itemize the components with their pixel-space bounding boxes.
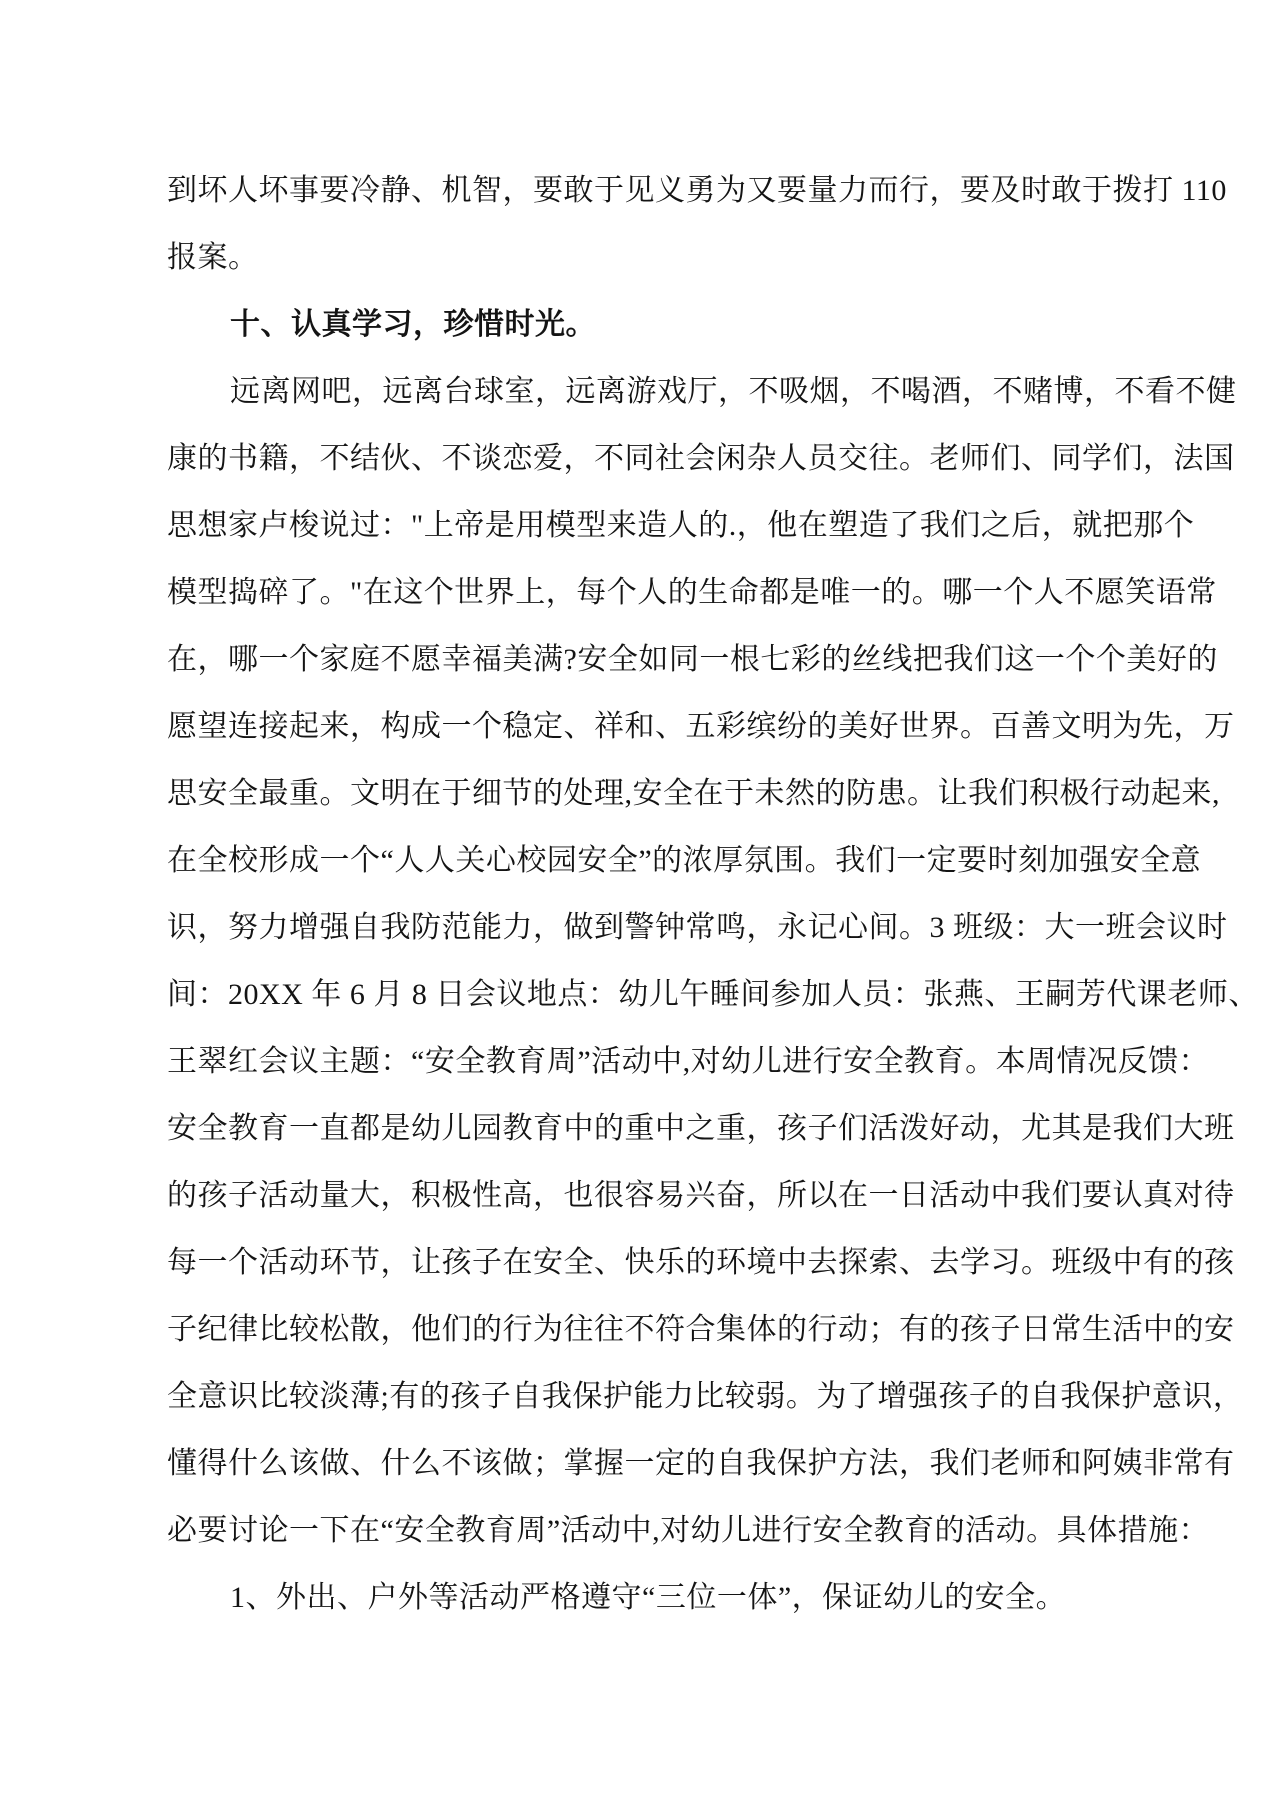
text-line-content: 间：20XX 年 6 月 8 日会议地点：幼儿午睡间参加人员：张燕、王嗣芳代课老师、 bbox=[167, 978, 1259, 1011]
text-line bbox=[167, 492, 1195, 559]
text-line-content: 每一个活动环节，让孩子在安全、快乐的环境中去探索、去学习。班级中有的孩 bbox=[167, 1246, 1235, 1279]
text-line-content: 愿望连接起来，构成一个稳定、祥和、五彩缤纷的美好世界。百善文明为先，万 bbox=[167, 710, 1235, 743]
text-line-content: 康的书籍，不结伙、不谈恋爱，不同社会闲杂人员交往。老师们、同学们，法国 bbox=[167, 442, 1235, 475]
text-line bbox=[167, 760, 1220, 827]
text-line bbox=[167, 1564, 1107, 1631]
document-body bbox=[167, 157, 1259, 1631]
text-line bbox=[167, 1162, 1235, 1229]
text-line bbox=[167, 157, 1227, 224]
text-line-content: 1、外出、户外等活动严格遵守“三位一体”，保证幼儿的安全。 bbox=[230, 1581, 1067, 1614]
text-line bbox=[167, 291, 1107, 358]
text-line bbox=[167, 224, 1107, 291]
text-line bbox=[167, 1363, 1244, 1430]
text-line-content: 报案。 bbox=[167, 241, 259, 274]
text-line-content: 思想家卢梭说过："上帝是用模型来造人的.，他在塑造了我们之后，就把那个 bbox=[167, 509, 1195, 542]
text-line bbox=[167, 1430, 1235, 1497]
text-line-content: 必要讨论一下在“安全教育周”活动中,对幼儿进行安全教育的活动。具体措施： bbox=[167, 1514, 1210, 1547]
text-line-content: 子纪律比较松散，他们的行为往往不符合集体的行动；有的孩子日常生活中的安 bbox=[167, 1313, 1235, 1346]
text-line bbox=[167, 961, 1259, 1028]
text-line-content: 安全教育一直都是幼儿园教育中的重中之重，孩子们活泼好动，尤其是我们大班 bbox=[167, 1112, 1235, 1145]
text-line-content: 到坏人坏事要冷静、机智，要敢于见义勇为又要量力而行，要及时敢于拨打 110 bbox=[167, 174, 1227, 207]
text-line bbox=[167, 1028, 1210, 1095]
text-line-content: 在全校形成一个“人人关心校园安全”的浓厚氛围。我们一定要时刻加强安全意 bbox=[167, 844, 1202, 877]
text-line-content: 在，哪一个家庭不愿幸福美满?安全如同一根七彩的丝线把我们这一个个美好的 bbox=[167, 643, 1218, 676]
text-line bbox=[167, 693, 1235, 760]
text-line-content: 的孩子活动量大，积极性高，也很容易兴奋，所以在一日活动中我们要认真对待 bbox=[167, 1179, 1235, 1212]
text-line bbox=[167, 827, 1202, 894]
text-line bbox=[167, 1229, 1235, 1296]
text-line-content: 全意识比较淡薄;有的孩子自我保护能力比较弱。为了增强孩子的自我保护意识， bbox=[167, 1380, 1244, 1413]
text-line-content: 懂得什么该做、什么不该做；掌握一定的自我保护方法，我们老师和阿姨非常有 bbox=[167, 1447, 1235, 1480]
text-line-content: 模型捣碎了。"在这个世界上，每个人的生命都是唯一的。哪一个人不愿笑语常 bbox=[167, 576, 1217, 609]
text-line bbox=[167, 1296, 1235, 1363]
text-line bbox=[167, 1497, 1210, 1564]
text-line bbox=[167, 626, 1218, 693]
text-line-content: 十、认真学习，珍惜时光。 bbox=[230, 308, 596, 341]
text-line bbox=[167, 1095, 1235, 1162]
text-line-content: 识，努力增强自我防范能力，做到警钟常鸣，永记心间。3 班级：大一班会议时 bbox=[167, 911, 1228, 944]
text-line-content: 远离网吧，远离台球室，远离游戏厅，不吸烟，不喝酒，不赌博，不看不健 bbox=[230, 375, 1237, 408]
text-line bbox=[167, 425, 1235, 492]
text-line bbox=[167, 358, 1237, 425]
text-line bbox=[167, 559, 1217, 626]
text-line bbox=[167, 894, 1228, 961]
text-line-content: 王翠红会议主题：“安全教育周”活动中,对幼儿进行安全教育。本周情况反馈： bbox=[167, 1045, 1210, 1078]
text-line-content: 思安全最重。文明在于细节的处理,安全在于未然的防患。让我们积极行动起来, bbox=[167, 777, 1220, 810]
